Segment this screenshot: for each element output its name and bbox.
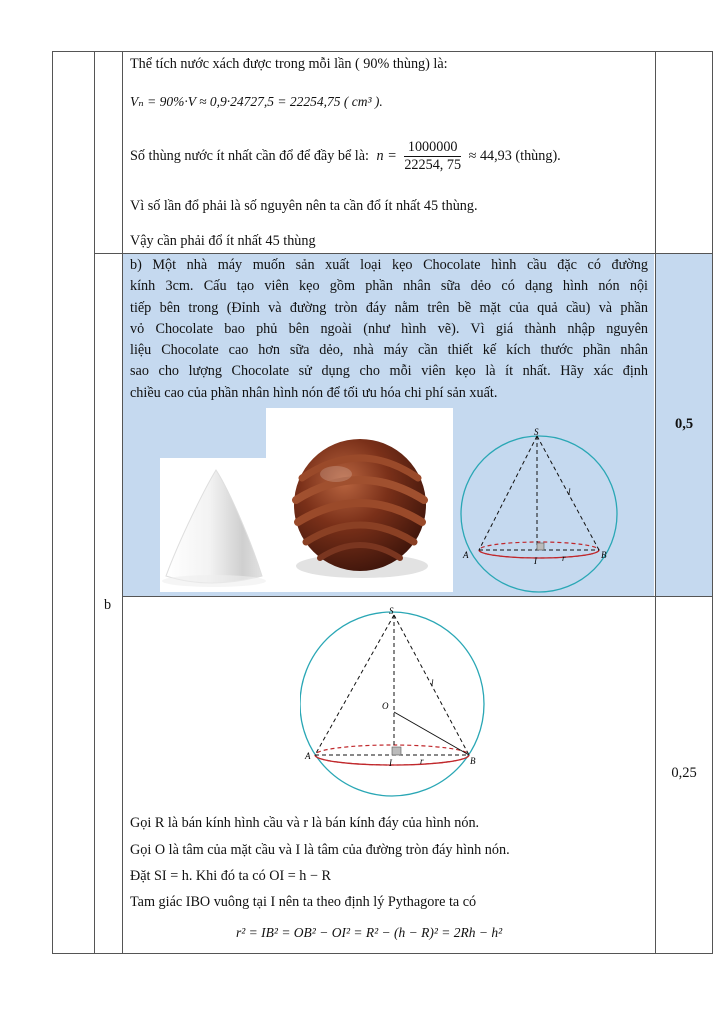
sphere-cone-diagram-small: [456, 425, 626, 595]
fraction: [404, 139, 461, 174]
answer-line-1: Gọi R là bán kính hình cầu và r là bán kính đáy của hình nón.: [130, 815, 480, 831]
milk-cone-photo: [160, 458, 266, 592]
question-line: vỏ Chocolate bao phủ bên ngoài (như hình vẽ). Vì giá thành nhập nguyên: [130, 320, 648, 337]
row-label-b: b: [104, 597, 112, 613]
question-score: 0,5: [674, 416, 694, 432]
table-col-1: [52, 51, 53, 954]
label-A: A: [463, 550, 469, 560]
table-border-top: [52, 51, 713, 52]
fraction-denominator: 22254, 75: [404, 157, 462, 174]
label-B: B: [470, 756, 476, 766]
cone-image: [160, 458, 266, 592]
chocolate-ball-photo: [266, 408, 453, 592]
label-r: r: [420, 756, 424, 766]
question-line: tiếp bên trong (Đỉnh và đường tròn đáy nằm trên bề mặt của quả cầu) và phần: [130, 299, 648, 316]
table-col-4: [655, 51, 656, 954]
answer-formula: r² = IB² = OB² − OI² = R² − (h − R)² = 2Rh − h²: [236, 925, 503, 940]
label-S: S: [389, 606, 394, 616]
line2-suffix: ≈ 44,93 (thùng).: [468, 148, 561, 164]
label-O: O: [382, 701, 389, 711]
label-A: A: [305, 751, 311, 761]
top-line-2: [130, 137, 561, 175]
table-row-divider-2: [122, 596, 713, 597]
label-I: I: [534, 556, 537, 566]
question-text: [130, 255, 648, 404]
label-S: S: [534, 427, 539, 437]
question-line: kính 3cm. Cấu tạo viên kẹo gồm phần nhân sữa dẻo có dạng hình nón nội: [130, 278, 648, 295]
label-l: l: [431, 678, 434, 688]
label-r: r: [562, 553, 566, 563]
table-row-divider-1: [94, 253, 713, 254]
top-line-1: Thể tích nước xách được trong mỗi lần ( 90% thùng) là:: [130, 56, 448, 72]
answer-line-4: Tam giác IBO vuông tại I nên ta theo định lý Pythagore ta có: [130, 894, 477, 910]
chocolate-image: [266, 408, 453, 592]
question-line: sao cho lượng Chocolate sử dụng cho mỗi viên kẹo là ít nhất. Hãy xác định: [130, 363, 648, 380]
table-col-3: [122, 51, 123, 954]
formula-volume: Vₙ = 90%·V ≈ 0,9·24727,5 = 22254,75 ( cm³ ).: [130, 94, 383, 109]
label-B: B: [601, 550, 607, 560]
table-col-2: [94, 51, 95, 954]
question-line: chiều cao của phần nhân hình nón để tối ưu hóa chi phí sản xuất.: [130, 384, 498, 401]
question-line: liệu Chocolate cao hơn sữa dẻo, nhà máy cần thiết kế kích thước phần nhân: [130, 342, 648, 359]
top-line-3: Vì số lần đổ phải là số nguyên nên ta cần đổ ít nhất 45 thùng.: [130, 198, 478, 214]
question-line: b) Một nhà máy muốn sản xuất loại kẹo Chocolate hình cầu đặc có đường: [130, 257, 648, 273]
label-l: l: [568, 487, 571, 497]
answer-score: 0,25: [671, 765, 697, 781]
answer-line-2: Gọi O là tâm của mặt cầu và I là tâm của đường tròn đáy hình nón.: [130, 842, 510, 858]
line2-n: n =: [376, 148, 397, 164]
label-I: I: [389, 758, 392, 768]
table-col-5: [712, 51, 713, 954]
top-line-4: Vậy cần phải đổ ít nhất 45 thùng: [130, 233, 316, 249]
table-border-bottom: [52, 953, 713, 954]
line2-prefix: Số thùng nước ít nhất cần đổ để đầy bể là:: [130, 148, 369, 164]
answer-line-3: Đặt SI = h. Khi đó ta có OI = h − R: [130, 868, 331, 884]
sphere-cone-diagram-large: [300, 600, 490, 805]
fraction-numerator: 1000000: [404, 139, 461, 157]
